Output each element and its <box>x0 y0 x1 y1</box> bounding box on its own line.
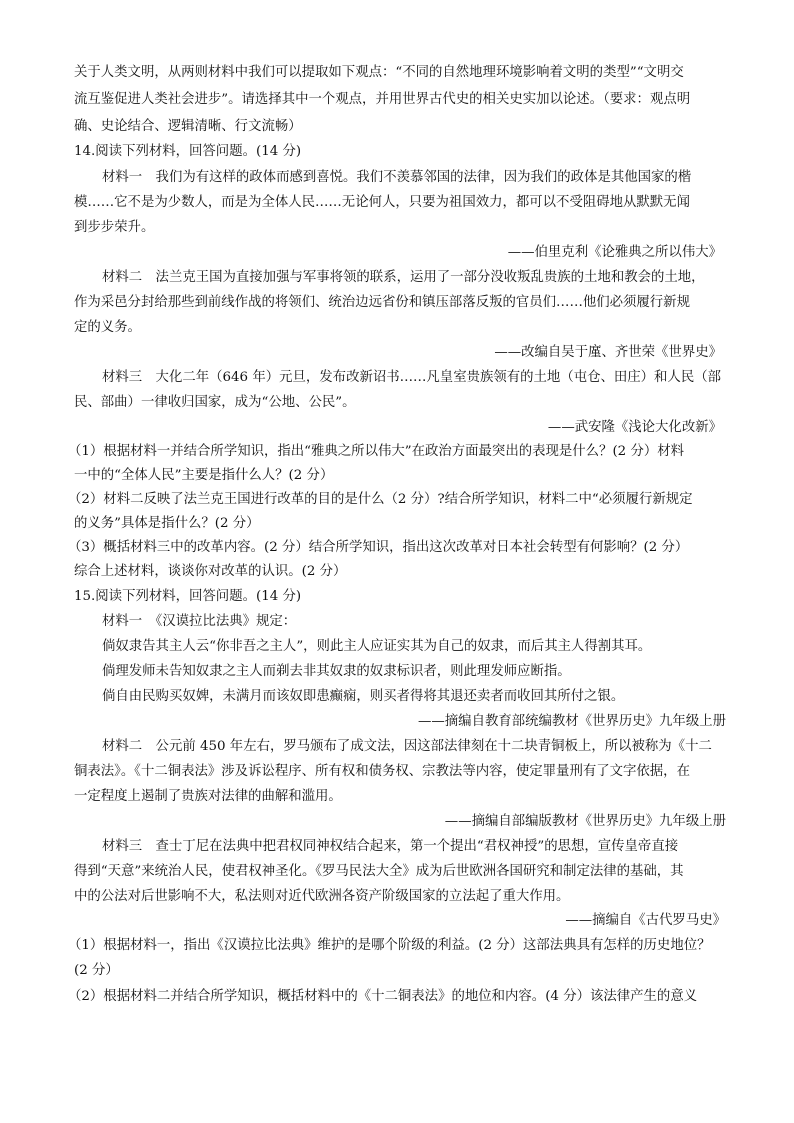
text-line: 作为采邑分封给那些到前线作战的将领们、统治边远省份和镇压部落反叛的官员们……他们必须履行新规 <box>74 295 690 310</box>
text-line: 得到“天意”来统治人民，使君权神圣化。《罗马民法大全》成为后世欧洲各国研究和制定法律的基础，其 <box>74 864 684 879</box>
text-line: 材料二 公元前 450 年左右，罗马颁布了成文法，因这部法律刻在十二块青铜板上，所以被称为《十二 <box>102 739 712 754</box>
sub-question: 综合上述材料，谈谈你对改革的认识。(2 分） <box>74 564 347 579</box>
sub-question: （1）根据材料一，指出《汉谟拉比法典》维护的是哪个阶级的利益。(2 分）这部法典具有怎样的历史地位？ <box>68 938 711 953</box>
source-citation: ——摘编自部编版教材《世界历史》九年级上册 <box>444 814 726 829</box>
sub-question: （3）概括材料三中的改革内容。(2 分）结合所学知识，指出这次改革对日本社会转型有何影响？(2 分） <box>68 540 689 555</box>
text-line: 材料二 法兰克王国为直接加强与军事将领的联系，运用了一部分没收叛乱贵族的土地和教会的土地， <box>102 270 705 285</box>
source-citation: ——改编自吴于廑、齐世荣《世界史》 <box>494 345 722 360</box>
sub-question: 的义务”具体是指什么？(2 分） <box>74 516 260 531</box>
text-line: 确、史论结合、逻辑清晰、行文流畅） <box>74 119 302 134</box>
text-line: 流互鉴促进人类社会进步”。请选择其中一个观点，并用世界古代史的相关史实加以论述。（要求：观点明 <box>74 92 691 107</box>
text-line: 倘奴隶告其主人云“你非吾之主人”，则此主人应证实其为自己的奴隶，而后其主人得割其耳。 <box>102 639 652 654</box>
text-line: 倘自由民购买奴婢，未满月而该奴即患癫痫，则买者得将其退还卖者而收回其所付之银。 <box>102 689 625 704</box>
text-line: 材料三 大化二年（646 年）元旦，发布改新诏书……凡皇室贵族领有的土地（屯仓、田庄）和人民（部 <box>102 370 721 385</box>
text-line: 民、部曲）一律收归国家，成为“公地、公民”。 <box>74 395 356 410</box>
text-line: 关于人类文明，从两则材料中我们可以提取如下观点：“不同的自然地理环境影响着文明的类型”“文明交 <box>74 65 684 80</box>
source-citation: ——伯里克利《论雅典之所以伟大》 <box>507 245 722 260</box>
source-citation: ——摘编自教育部统编教材《世界历史》九年级上册 <box>418 714 726 729</box>
text-line: 材料一 我们为有这样的政体而感到喜悦。我们不羡慕邻国的法律，因为我们的政体是其他国家的楷 <box>102 170 692 185</box>
text-line: 材料一 《汉谟拉比法典》规定： <box>102 614 297 629</box>
text-line: 铜表法》。《十二铜表法》涉及诉讼程序、所有权和债务权、宗教法等内容，使定罪量刑有了文字依据，在 <box>74 764 690 779</box>
text-line: 倘理发师未告知奴隶之主人而剃去非其奴隶的奴隶标识者，则此理发师应断指。 <box>102 664 571 679</box>
sub-question: (2 分） <box>74 963 119 978</box>
question-heading: 14.阅读下列材料，回答问题。(14 分) <box>74 144 302 159</box>
text-line: 一定程度上遏制了贵族对法律的曲解和滥用。 <box>74 789 342 804</box>
question-heading: 15.阅读下列材料，回答问题。(14 分) <box>74 589 302 604</box>
source-citation: ——摘编自《古代罗马史》 <box>565 913 726 928</box>
text-line: 模……它不是为少数人，而是为全体人民……无论何人，只要为祖国效力，都可以不受阻碍地从默默无闻 <box>74 195 690 210</box>
text-line: 到步步荣升。 <box>74 220 155 235</box>
text-line: 材料三 查士丁尼在法典中把君权同神权结合起来，第一个提出“君权神授”的思想，宣传皇帝直接 <box>102 839 679 854</box>
text-line: 中的公法对后世影响不大，私法则对近代欧洲各资产阶级国家的立法起了重大作用。 <box>74 889 570 904</box>
sub-question: 一中的“全体人民”主要是指什么人？(2 分） <box>74 468 334 483</box>
sub-question: （2）材料二反映了法兰克王国进行改革的目的是什么（2 分）?结合所学知识，材料二中“必须履行新规定 <box>68 492 693 507</box>
source-citation: ——武安隆《浅论大化改新》 <box>547 420 722 435</box>
text-line: 定的义务。 <box>74 320 141 335</box>
sub-question: （2）根据材料二并结合所学知识，概括材料中的《十二铜表法》的地位和内容。(4 分）该法律产生的意义 <box>68 989 698 1004</box>
sub-question: （1）根据材料一并结合所学知识，指出“雅典之所以伟大”在政治方面最突出的表现是什么？(2 分）材料 <box>68 444 685 459</box>
